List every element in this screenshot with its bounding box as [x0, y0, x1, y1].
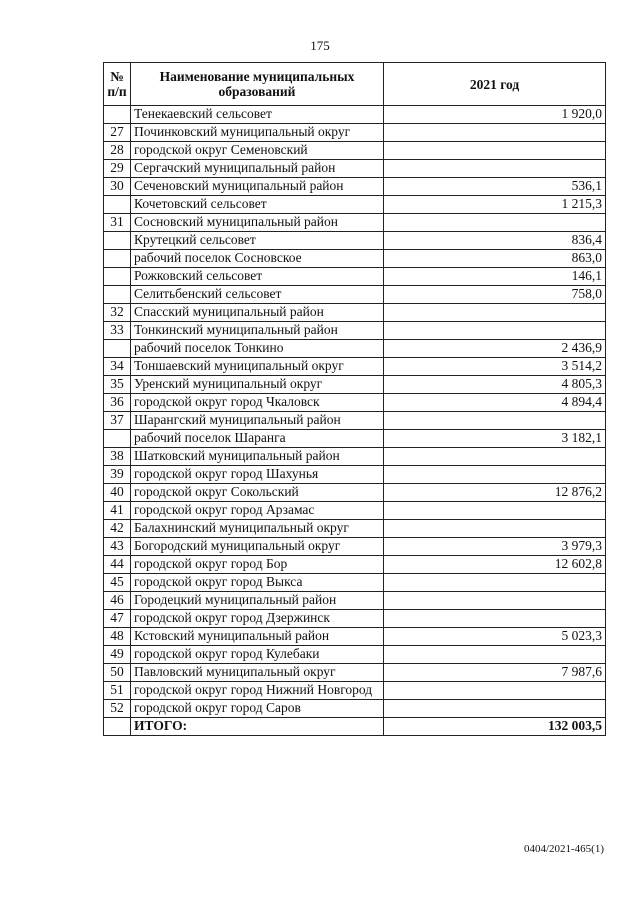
- table-row: [104, 592, 606, 610]
- row-name: Тоншаевский муниципальный округ: [131, 358, 384, 376]
- row-number: 51: [104, 682, 131, 700]
- table-row: [104, 106, 606, 124]
- table-row: [104, 556, 606, 574]
- total-num-cell: [104, 718, 131, 736]
- row-number: 35: [104, 376, 131, 394]
- table-row: [104, 484, 606, 502]
- table-row: [104, 322, 606, 340]
- row-value: 863,0: [384, 250, 606, 268]
- row-value: 836,4: [384, 232, 606, 250]
- row-number: [104, 286, 131, 304]
- row-number: 50: [104, 664, 131, 682]
- row-value: [384, 448, 606, 466]
- row-value: [384, 700, 606, 718]
- table-row: [104, 700, 606, 718]
- table-row: [104, 358, 606, 376]
- table-row: [104, 520, 606, 538]
- row-name: городской округ город Кулебаки: [131, 646, 384, 664]
- row-number: 46: [104, 592, 131, 610]
- row-number: 40: [104, 484, 131, 502]
- total-label: ИТОГО:: [131, 718, 384, 736]
- table-row: [104, 574, 606, 592]
- row-value: [384, 466, 606, 484]
- header-year: 2021 год: [384, 63, 606, 106]
- row-name: Сосновский муниципальный район: [131, 214, 384, 232]
- row-name: городской округ Сокольский: [131, 484, 384, 502]
- row-name: Спасский муниципальный район: [131, 304, 384, 322]
- row-name: рабочий поселок Сосновское: [131, 250, 384, 268]
- row-name: Шатковский муниципальный район: [131, 448, 384, 466]
- row-name: городской округ город Бор: [131, 556, 384, 574]
- row-name: Павловский муниципальный округ: [131, 664, 384, 682]
- row-number: [104, 430, 131, 448]
- row-number: [104, 196, 131, 214]
- row-value: [384, 574, 606, 592]
- row-name: Балахнинский муниципальный округ: [131, 520, 384, 538]
- total-value: 132 003,5: [384, 718, 606, 736]
- row-name: Крутецкий сельсовет: [131, 232, 384, 250]
- table-row: [104, 232, 606, 250]
- row-number: 37: [104, 412, 131, 430]
- row-name: Уренский муниципальный округ: [131, 376, 384, 394]
- row-number: 52: [104, 700, 131, 718]
- table-row: [104, 286, 606, 304]
- row-number: [104, 268, 131, 286]
- table-row: [104, 430, 606, 448]
- header-num: № п/п: [104, 63, 131, 106]
- row-number: [104, 232, 131, 250]
- table-row: [104, 502, 606, 520]
- row-number: 42: [104, 520, 131, 538]
- row-number: 38: [104, 448, 131, 466]
- table-row: [104, 412, 606, 430]
- row-value: [384, 412, 606, 430]
- row-number: [104, 340, 131, 358]
- row-value: [384, 124, 606, 142]
- row-name: Сеченовский муниципальный район: [131, 178, 384, 196]
- table-row: [104, 610, 606, 628]
- table-row: [104, 214, 606, 232]
- row-name: рабочий поселок Шаранга: [131, 430, 384, 448]
- table-row: [104, 178, 606, 196]
- table-row: [104, 466, 606, 484]
- table-row: [104, 268, 606, 286]
- document-code: 0404/2021-465(1): [523, 843, 604, 855]
- row-number: 47: [104, 610, 131, 628]
- row-name: рабочий поселок Тонкино: [131, 340, 384, 358]
- row-name: Селитьбенский сельсовет: [131, 286, 384, 304]
- row-number: 49: [104, 646, 131, 664]
- row-number: 32: [104, 304, 131, 322]
- row-name: городской округ город Саров: [131, 700, 384, 718]
- row-number: 45: [104, 574, 131, 592]
- table-row: [104, 628, 606, 646]
- row-name: Починковский муниципальный округ: [131, 124, 384, 142]
- table-row: [104, 646, 606, 664]
- row-value: 4 805,3: [384, 376, 606, 394]
- row-number: 28: [104, 142, 131, 160]
- row-value: 12 602,8: [384, 556, 606, 574]
- table-row: [104, 142, 606, 160]
- row-name: Богородский муниципальный округ: [131, 538, 384, 556]
- row-value: 4 894,4: [384, 394, 606, 412]
- row-value: [384, 502, 606, 520]
- row-value: 758,0: [384, 286, 606, 304]
- table-row: [104, 394, 606, 412]
- row-name: городской округ город Выкса: [131, 574, 384, 592]
- row-name: городской округ город Нижний Новгород: [131, 682, 384, 700]
- row-value: [384, 520, 606, 538]
- table-row: [104, 340, 606, 358]
- row-name: городской округ город Дзержинск: [131, 610, 384, 628]
- row-value: 7 987,6: [384, 664, 606, 682]
- row-number: 41: [104, 502, 131, 520]
- total-row: [104, 718, 606, 736]
- row-value: [384, 142, 606, 160]
- row-name: Городецкий муниципальный район: [131, 592, 384, 610]
- table-row: [104, 538, 606, 556]
- row-number: 39: [104, 466, 131, 484]
- table-header-row: [104, 63, 606, 106]
- table-row: [104, 124, 606, 142]
- row-value: 1 215,3: [384, 196, 606, 214]
- row-number: 30: [104, 178, 131, 196]
- table-row: [104, 304, 606, 322]
- row-value: 1 920,0: [384, 106, 606, 124]
- row-value: [384, 592, 606, 610]
- row-value: [384, 322, 606, 340]
- row-number: 44: [104, 556, 131, 574]
- row-number: 36: [104, 394, 131, 412]
- row-number: 48: [104, 628, 131, 646]
- row-number: 29: [104, 160, 131, 178]
- row-name: Кстовский муниципальный район: [131, 628, 384, 646]
- table-row: [104, 196, 606, 214]
- row-number: 43: [104, 538, 131, 556]
- row-number: [104, 106, 131, 124]
- row-name: Шарангский муниципальный район: [131, 412, 384, 430]
- table-row: [104, 376, 606, 394]
- page-number: 175: [310, 38, 330, 53]
- row-value: 12 876,2: [384, 484, 606, 502]
- row-name: Тенекаевский сельсовет: [131, 106, 384, 124]
- municipal-table: [103, 62, 606, 736]
- row-value: [384, 304, 606, 322]
- row-name: Сергачский муниципальный район: [131, 160, 384, 178]
- row-value: [384, 160, 606, 178]
- row-name: городской округ город Шахунья: [131, 466, 384, 484]
- table-row: [104, 160, 606, 178]
- row-number: 31: [104, 214, 131, 232]
- table-row: [104, 250, 606, 268]
- row-value: 3 979,3: [384, 538, 606, 556]
- table-row: [104, 664, 606, 682]
- row-value: [384, 610, 606, 628]
- row-number: 33: [104, 322, 131, 340]
- row-value: 3 182,1: [384, 430, 606, 448]
- row-value: [384, 682, 606, 700]
- row-value: 2 436,9: [384, 340, 606, 358]
- row-number: 34: [104, 358, 131, 376]
- row-name: городской округ город Чкаловск: [131, 394, 384, 412]
- row-name: городской округ город Арзамас: [131, 502, 384, 520]
- row-value: 3 514,2: [384, 358, 606, 376]
- header-name: Наименование муниципальных образований: [131, 63, 384, 106]
- table-body: [104, 106, 606, 718]
- row-name: Кочетовский сельсовет: [131, 196, 384, 214]
- row-number: 27: [104, 124, 131, 142]
- row-name: Тонкинский муниципальный район: [131, 322, 384, 340]
- row-value: [384, 646, 606, 664]
- row-value: 146,1: [384, 268, 606, 286]
- table-row: [104, 448, 606, 466]
- row-name: городской округ Семеновский: [131, 142, 384, 160]
- row-number: [104, 250, 131, 268]
- table-row: [104, 682, 606, 700]
- row-value: [384, 214, 606, 232]
- row-name: Рожковский сельсовет: [131, 268, 384, 286]
- row-value: 5 023,3: [384, 628, 606, 646]
- row-value: 536,1: [384, 178, 606, 196]
